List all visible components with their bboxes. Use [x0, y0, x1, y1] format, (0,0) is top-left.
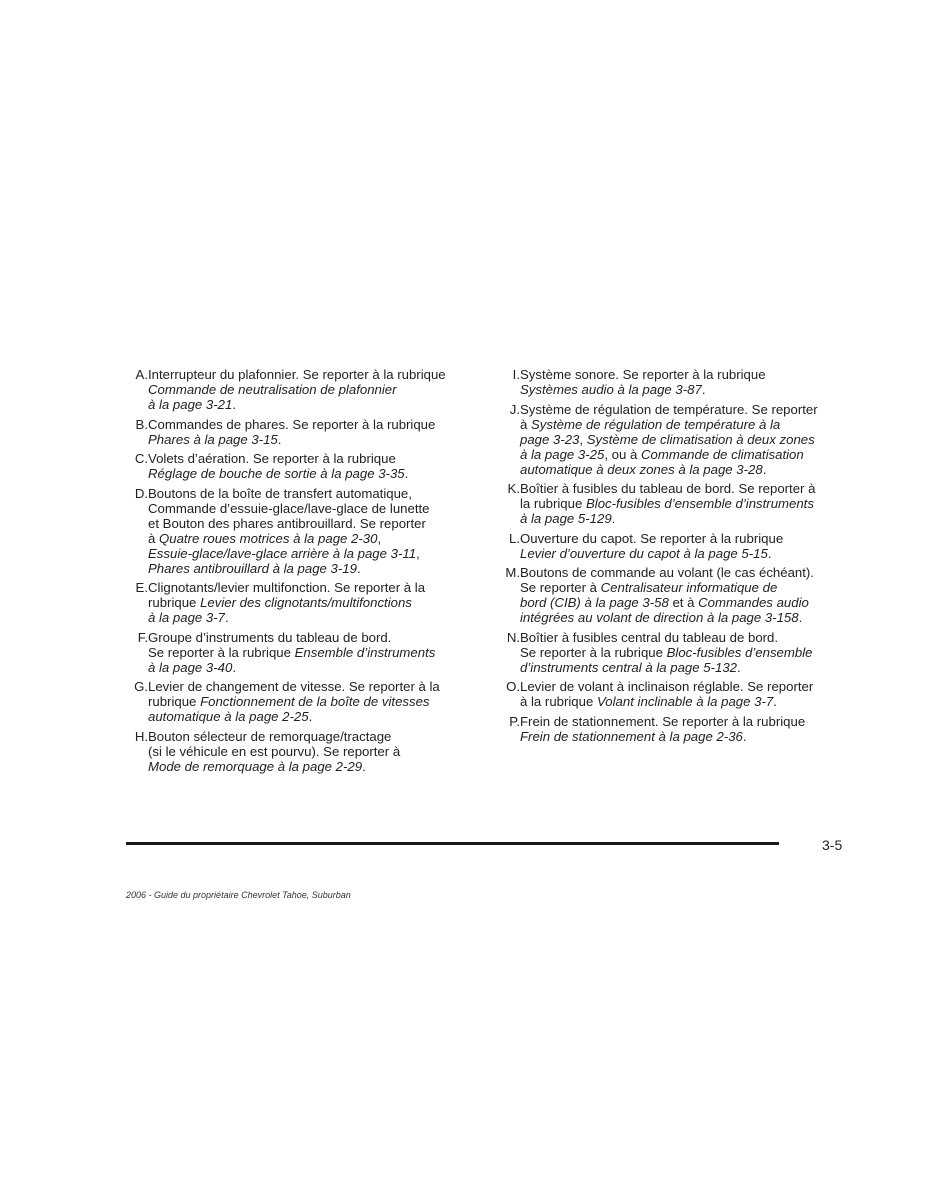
- entry-line: [148, 580, 463, 595]
- entry-line: [148, 679, 463, 694]
- cross-reference: bord (CIB) à la page 3-58: [520, 595, 669, 610]
- cross-reference: Bloc-fusibles d’ensemble d’instruments: [585, 496, 814, 511]
- cross-reference: Systèmes audio à la page 3-87: [520, 382, 702, 397]
- text-segment: .: [773, 694, 777, 709]
- cross-reference: Fonctionnement de la boîte de vitesses: [200, 694, 430, 709]
- entry-line: [520, 382, 835, 397]
- cross-reference: Ensemble d’instruments: [294, 644, 436, 660]
- entry-letter: A.: [135, 367, 148, 382]
- cross-reference: page 3-23: [520, 431, 580, 447]
- entry-line: [520, 645, 835, 660]
- text-segment: la rubrique: [520, 496, 586, 511]
- footer-rule: [126, 842, 779, 845]
- text-segment: à: [520, 416, 531, 432]
- entry-line: [148, 486, 463, 501]
- text-segment: (si le véhicule en est pourvu). Se reporter à: [148, 743, 401, 759]
- text-segment: ,: [377, 530, 382, 546]
- text-segment: Système de régulation de température. Se reporter: [520, 401, 818, 417]
- entry-text: [148, 729, 463, 774]
- text-segment: et à: [668, 595, 699, 610]
- entry-line: [520, 462, 835, 477]
- entry-letter: M.: [505, 565, 520, 580]
- entry-line: [148, 367, 463, 382]
- left-column: [118, 367, 463, 778]
- legend-entry: [490, 679, 835, 709]
- text-segment: Ouverture du capot. Se reporter à la rubrique: [520, 530, 784, 546]
- entry-line: [520, 694, 835, 709]
- cross-reference: Phares à la page 3-15: [148, 431, 278, 447]
- entry-letter: J.: [509, 401, 520, 417]
- cross-reference: Commande de climatisation: [641, 446, 804, 462]
- entry-text: [520, 402, 835, 477]
- entry-letter: O.: [506, 679, 520, 694]
- entry-text: [148, 679, 463, 724]
- entry-letter: F.: [137, 629, 148, 645]
- entry-line: [520, 531, 835, 546]
- entry-line: [520, 565, 835, 580]
- page-number: 3-5: [822, 837, 843, 853]
- legend-entry: [118, 417, 463, 447]
- cross-reference: à la page 3-7: [148, 610, 225, 625]
- cross-reference: Quatre roues motrices à la page 2-30: [159, 530, 378, 546]
- text-segment: .: [404, 466, 409, 481]
- text-segment: .: [611, 511, 616, 526]
- text-segment: Boîtier à fusibles du tableau de bord. Se reporter à: [520, 481, 816, 496]
- entry-line: [520, 630, 835, 645]
- cross-reference: intégrées au volant de direction à la page 3-158: [520, 610, 799, 625]
- entry-line: [148, 531, 463, 546]
- entry-text: [520, 531, 835, 561]
- text-segment: et Bouton des phares antibrouillard. Se reporter: [148, 515, 426, 531]
- entry-letter: G.: [134, 679, 148, 694]
- text-segment: , ou à: [604, 446, 641, 462]
- entry-line: [520, 402, 835, 417]
- footer-text: 2006 - Guide du propriétaire Chevrolet Tahoe, Suburban: [126, 890, 351, 900]
- entry-line: [520, 417, 835, 432]
- text-segment: .: [232, 397, 236, 412]
- entry-line: [520, 447, 835, 462]
- cross-reference: Volant inclinable à la page 3-7: [596, 694, 774, 709]
- text-segment: .: [356, 560, 361, 576]
- text-segment: .: [737, 659, 741, 675]
- text-segment: .: [277, 431, 282, 447]
- text-segment: Boutons de commande au volant (le cas échéant).: [520, 565, 814, 580]
- entry-line: [148, 466, 463, 481]
- entry-text: [148, 417, 463, 447]
- cross-reference: d’instruments central à la page 5-132: [520, 659, 737, 675]
- entry-line: [520, 511, 835, 526]
- entry-line: [520, 679, 835, 694]
- text-segment: Se reporter à la rubrique: [148, 644, 295, 660]
- entry-line: [520, 714, 835, 729]
- entry-text: [520, 679, 835, 709]
- entry-line: [148, 501, 463, 516]
- legend-entry: [490, 714, 835, 744]
- text-segment: Boîtier à fusibles central du tableau de bord.: [520, 629, 779, 645]
- entry-line: [148, 744, 463, 759]
- entry-letter: P.: [509, 713, 520, 729]
- text-segment: .: [308, 709, 313, 724]
- cross-reference: Système de régulation de température à la: [531, 416, 781, 432]
- entry-line: [520, 481, 835, 496]
- entry-line: [148, 610, 463, 625]
- text-segment: .: [767, 545, 772, 561]
- entry-line: [148, 417, 463, 432]
- cross-reference: Levier d’ouverture du capot à la page 5-15: [520, 545, 768, 561]
- entry-line: [148, 451, 463, 466]
- cross-reference: à la page 5-129: [520, 511, 612, 526]
- entry-text: [520, 481, 835, 526]
- cross-reference: Bloc-fusibles d’ensemble: [666, 644, 813, 660]
- text-segment: Commande d’essuie-glace/lave-glace de lunette: [148, 500, 430, 516]
- text-segment: Bouton sélecteur de remorquage/tractage: [148, 728, 392, 744]
- legend-entry: [118, 451, 463, 481]
- entry-line: [520, 496, 835, 511]
- legend-entry: [118, 630, 463, 675]
- text-segment: rubrique: [148, 595, 201, 610]
- entry-line: [520, 729, 835, 744]
- entry-line: [148, 694, 463, 709]
- entry-letter: K.: [507, 481, 520, 496]
- legend-entry: [490, 565, 835, 625]
- entry-letter: B.: [135, 416, 148, 432]
- entry-line: [148, 432, 463, 447]
- entry-line: [520, 432, 835, 447]
- text-segment: Clignotants/levier multifonction. Se reporter à la: [148, 580, 426, 595]
- entry-text: [148, 630, 463, 675]
- entry-letter: N.: [506, 629, 520, 645]
- legend-entry: [118, 486, 463, 576]
- entry-letter: D.: [134, 485, 148, 501]
- cross-reference: Frein de stationnement à la page 2-36: [520, 728, 743, 744]
- cross-reference: à la page 3-25: [520, 446, 605, 462]
- text-segment: Levier de changement de vitesse. Se reporter à la: [148, 679, 440, 694]
- text-segment: à la rubrique: [520, 694, 597, 709]
- legend-entry: [118, 367, 463, 412]
- entry-text: [520, 565, 835, 625]
- entry-letter: H.: [134, 728, 148, 744]
- entry-line: [148, 660, 463, 675]
- text-segment: Se reporter à la rubrique: [520, 644, 667, 660]
- entry-letter: C.: [134, 451, 148, 466]
- legend-entry: [490, 402, 835, 477]
- cross-reference: Levier des clignotants/multifonctions: [200, 595, 412, 610]
- entry-text: [520, 367, 835, 397]
- entry-line: [148, 397, 463, 412]
- right-column: [490, 367, 835, 748]
- entry-line: [148, 645, 463, 660]
- text-segment: .: [701, 382, 706, 397]
- entry-line: [520, 367, 835, 382]
- text-segment: à: [148, 530, 159, 546]
- entry-line: [520, 546, 835, 561]
- text-segment: ,: [579, 431, 587, 447]
- entry-letter: E.: [135, 580, 148, 595]
- entry-line: [148, 709, 463, 724]
- text-segment: Groupe d’instruments du tableau de bord.: [148, 629, 392, 645]
- entry-line: [148, 546, 463, 561]
- cross-reference: Phares antibrouillard à la page 3-19: [148, 560, 357, 576]
- text-segment: Se reporter à: [520, 580, 601, 595]
- legend-entry: [118, 580, 463, 625]
- entry-text: [148, 580, 463, 625]
- legend-entry: [490, 630, 835, 675]
- entry-line: [148, 516, 463, 531]
- cross-reference: Commandes audio: [698, 595, 809, 610]
- entry-text: [148, 367, 463, 412]
- entry-text: [520, 714, 835, 744]
- text-segment: .: [362, 758, 366, 774]
- legend-entry: [490, 481, 835, 526]
- entry-line: [148, 729, 463, 744]
- entry-line: [520, 660, 835, 675]
- text-segment: Levier de volant à inclinaison réglable. Se reporter: [520, 679, 814, 694]
- text-segment: Volets d’aération. Se reporter à la rubrique: [148, 451, 396, 466]
- text-segment: Commandes de phares. Se reporter à la rubrique: [148, 416, 436, 432]
- text-segment: .: [798, 610, 803, 625]
- cross-reference: automatique à la page 2-25: [148, 709, 309, 724]
- cross-reference: Mode de remorquage à la page 2-29: [148, 758, 363, 774]
- entry-text: [148, 451, 463, 481]
- entry-line: [520, 595, 835, 610]
- entry-line: [520, 580, 835, 595]
- text-segment: .: [232, 659, 236, 675]
- cross-reference: Réglage de bouche de sortie à la page 3-35: [148, 466, 405, 481]
- entry-line: [148, 561, 463, 576]
- text-segment: .: [742, 728, 747, 744]
- cross-reference: Centralisateur informatique de: [600, 580, 778, 595]
- text-segment: Boutons de la boîte de transfert automatique,: [148, 485, 412, 501]
- text-segment: Système sonore. Se reporter à la rubrique: [520, 367, 766, 382]
- legend-entry: [118, 679, 463, 724]
- entry-line: [148, 382, 463, 397]
- legend-entry: [118, 729, 463, 774]
- legend-entry: [490, 367, 835, 397]
- text-segment: Interrupteur du plafonnier. Se reporter à la rubrique: [148, 367, 446, 382]
- legend-entry: [490, 531, 835, 561]
- text-segment: .: [225, 610, 229, 625]
- entry-line: [148, 595, 463, 610]
- entry-letter: L.: [509, 530, 520, 546]
- entry-line: [148, 630, 463, 645]
- entry-line: [148, 759, 463, 774]
- cross-reference: à la page 3-21: [148, 397, 233, 412]
- text-segment: Frein de stationnement. Se reporter à la rubrique: [520, 713, 806, 729]
- entry-letter: I.: [512, 367, 520, 382]
- cross-reference: Système de climatisation à deux zones: [586, 431, 815, 447]
- entry-line: [520, 610, 835, 625]
- entry-text: [148, 486, 463, 576]
- text-segment: rubrique: [148, 694, 201, 709]
- cross-reference: automatique à deux zones à la page 3-28: [520, 461, 763, 477]
- entry-text: [520, 630, 835, 675]
- cross-reference: à la page 3-40: [148, 659, 233, 675]
- text-segment: .: [762, 461, 767, 477]
- cross-reference: Essuie-glace/lave-glace arrière à la page 3-11: [148, 545, 417, 561]
- text-segment: ,: [416, 545, 420, 561]
- cross-reference: Commande de neutralisation de plafonnier: [148, 382, 397, 397]
